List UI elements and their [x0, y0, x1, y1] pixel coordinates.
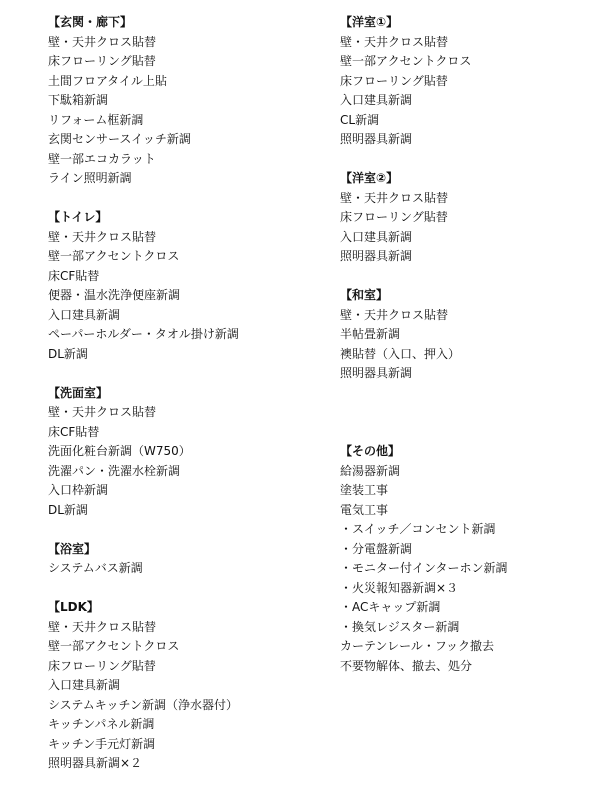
section-heading: 【洋室②】 — [340, 171, 399, 185]
list-item: キッチンパネル新調 — [48, 717, 155, 731]
list-item: 照明器具新調 — [340, 249, 413, 263]
section-ldk — [48, 598, 239, 774]
list-item: 床フローリング貼替 — [48, 658, 156, 673]
list-item: キッチン手元灯新調 — [48, 736, 156, 751]
list-item: 入口建具新調 — [48, 678, 121, 692]
list-item: ・スイッチ／コンセント新調 — [340, 522, 496, 536]
section-washroom — [48, 384, 239, 521]
list-item: DL新調 — [48, 502, 88, 517]
list-item: 床フローリング貼替 — [340, 210, 448, 224]
list-item: 便器・温水洗浄便座新調 — [48, 288, 181, 302]
list-item: システムキッチン新調（浄水器付） — [48, 697, 238, 712]
list-item: ・火災報知器新調×３ — [340, 580, 459, 595]
list-item: 入口建具新調 — [340, 93, 413, 107]
list-item: 壁一部アクセントクロス — [48, 249, 180, 263]
list-item: カーテンレール・フック撤去 — [340, 639, 495, 653]
spacer — [340, 267, 508, 287]
left-column — [48, 13, 239, 774]
list-item: 電気工事 — [340, 502, 389, 517]
spacer — [48, 520, 239, 540]
list-item: 床CF貼替 — [48, 424, 100, 439]
list-item: システムバス新調 — [48, 561, 143, 575]
list-item: CL新調 — [340, 112, 380, 127]
section-heading: 【トイレ】 — [48, 210, 108, 224]
spacer — [48, 364, 239, 384]
list-item: 土間フロアタイル上貼 — [48, 73, 167, 88]
section-toilet — [48, 208, 239, 364]
list-item: ・換気レジスター新調 — [340, 619, 460, 634]
list-item: 壁一部エコカラット — [48, 151, 156, 166]
list-item: 襖貼替（入口、押入） — [340, 346, 461, 361]
list-item: 照明器具新調 — [340, 366, 413, 380]
spacer — [48, 189, 239, 209]
list-item: ペーパーホルダー・タオル掛け新調 — [48, 327, 239, 341]
list-item: 壁・天井クロス貼替 — [48, 34, 157, 49]
list-item: 壁一部アクセントクロス — [340, 54, 472, 68]
list-item: 壁・天井クロス貼替 — [340, 307, 449, 322]
spacer — [48, 579, 239, 599]
list-item: 壁・天井クロス貼替 — [340, 190, 449, 205]
list-item: 壁・天井クロス貼替 — [48, 405, 157, 419]
list-item: 洗濯パン・洗濯水栓新調 — [48, 463, 181, 478]
list-item: 床CF貼替 — [48, 268, 100, 283]
list-item: ライン照明新調 — [48, 171, 132, 185]
list-item: DL新調 — [48, 346, 88, 361]
list-item: 下駄箱新調 — [48, 93, 109, 107]
spacer — [340, 423, 508, 443]
section-heading: 【和室】 — [340, 288, 389, 302]
section-japanese-room — [340, 286, 508, 384]
list-item: 不要物解体、撤去、処分 — [340, 658, 473, 673]
list-item: 入口建具新調 — [48, 307, 121, 322]
list-item: 床フローリング貼替 — [48, 54, 156, 68]
right-column — [340, 13, 508, 676]
list-item: 入口建具新調 — [340, 229, 413, 244]
list-item: 壁一部アクセントクロス — [48, 639, 180, 653]
list-item: 入口枠新調 — [48, 483, 109, 497]
list-item: 半帖畳新調 — [340, 327, 401, 341]
list-item: ・分電盤新調 — [340, 541, 413, 556]
list-item: 給湯器新調 — [340, 463, 401, 478]
section-heading: 【その他】 — [340, 444, 401, 458]
spacer — [340, 384, 508, 404]
spacer — [340, 403, 508, 423]
section-heading: 【洗面室】 — [48, 385, 109, 400]
list-item: 照明器具新調×２ — [48, 756, 143, 770]
list-item: リフォーム框新調 — [48, 112, 144, 127]
list-item: 玄関センサースイッチ新調 — [48, 132, 191, 146]
list-item: 壁・天井クロス貼替 — [48, 229, 157, 244]
section-heading: 【洋室①】 — [340, 15, 399, 29]
spacer — [340, 150, 508, 170]
section-heading: 【LDK】 — [48, 600, 99, 614]
section-bathroom — [48, 540, 239, 579]
list-item: ・ACキャップ新調 — [340, 600, 441, 614]
list-item: 壁・天井クロス貼替 — [340, 34, 449, 49]
list-item: 床フローリング貼替 — [340, 73, 448, 88]
list-item: 洗面化粧台新調（W750） — [48, 444, 191, 458]
list-item: ・モニター付インターホン新調 — [340, 561, 508, 575]
section-western-room-2 — [340, 169, 508, 267]
list-item: 壁・天井クロス貼替 — [48, 619, 157, 634]
section-entrance-hallway — [48, 13, 239, 189]
section-other — [340, 442, 508, 676]
section-heading: 【玄関・廊下】 — [48, 15, 133, 29]
list-item: 塗装工事 — [340, 483, 389, 497]
section-western-room-1 — [340, 13, 508, 150]
list-item: 照明器具新調 — [340, 132, 413, 146]
section-heading: 【浴室】 — [48, 541, 97, 556]
